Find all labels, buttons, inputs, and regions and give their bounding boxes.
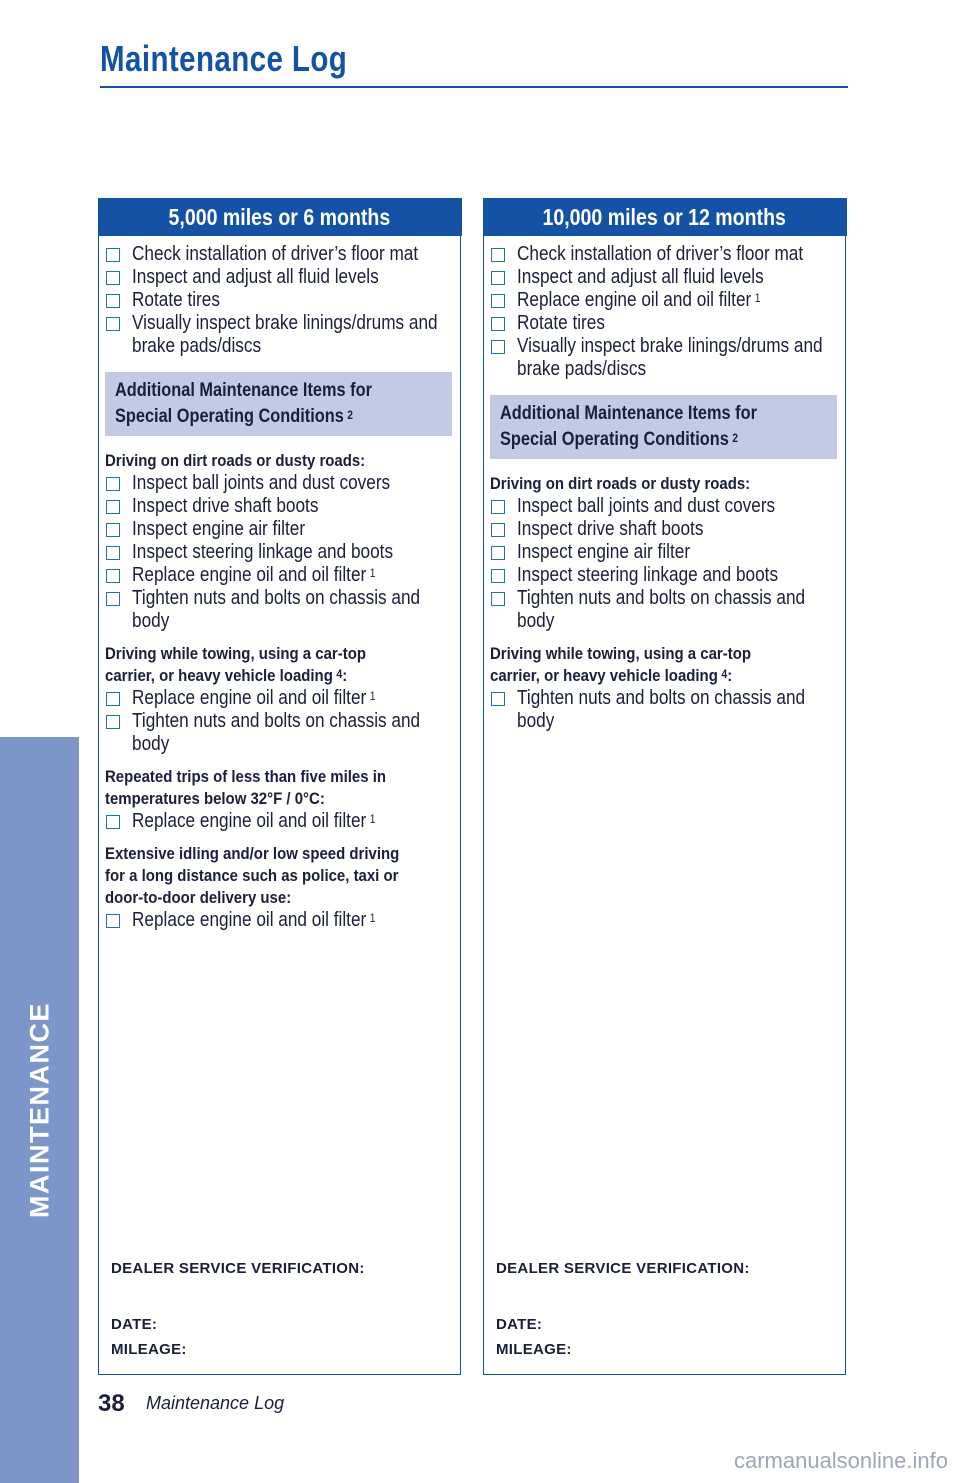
checklist-item-text: [132, 266, 379, 289]
checklist-item-text-continued: brake pads/discs: [517, 358, 647, 380]
footnote-ref: 1: [369, 689, 376, 703]
condition-heading-text: carrier, or heavy vehicle loading: [490, 666, 718, 685]
checklist-item-text-continued: body: [132, 610, 170, 632]
checklist-item: [490, 335, 841, 381]
footnote-ref: 1: [754, 291, 761, 305]
checkbox[interactable]: [106, 317, 120, 331]
checklist-item-text-continued: brake pads/discs: [132, 335, 262, 357]
checklist-item: [490, 564, 841, 587]
checklist-item: [105, 312, 456, 358]
checklist-item-text: [517, 564, 778, 587]
checklist-item: [490, 266, 841, 289]
checkbox[interactable]: [106, 294, 120, 308]
checklist-item-text: [132, 909, 375, 932]
checklist-item-label: Inspect and adjust all fluid levels: [517, 266, 764, 288]
checklist-item-text: [132, 518, 305, 541]
condition-heading-line: [105, 788, 414, 810]
condition-heading-line: [490, 665, 799, 687]
condition-heading-text: Driving while towing, using a car-top: [105, 644, 366, 663]
checkbox[interactable]: [491, 523, 505, 537]
checkbox[interactable]: [106, 692, 120, 706]
checklist-item-label: Inspect steering linkage and boots: [132, 541, 394, 563]
condition-heading: [490, 643, 841, 687]
date-label: DATE:: [496, 1316, 543, 1333]
checkbox[interactable]: [106, 500, 120, 514]
checkbox[interactable]: [106, 477, 120, 491]
checklist-item-text: [132, 710, 420, 733]
checklist-item-label: Tighten nuts and bolts on chassis and: [517, 687, 806, 709]
checkbox[interactable]: [491, 592, 505, 606]
checkbox[interactable]: [106, 914, 120, 928]
checklist-item-label: Replace engine oil and oil filter: [132, 909, 367, 931]
checkbox[interactable]: [491, 317, 505, 331]
condition-heading-line: [105, 865, 414, 887]
checklist-item-text: [517, 312, 605, 335]
special-conditions-box: [490, 395, 837, 459]
checklist-item-label: Tighten nuts and bolts on chassis and: [517, 587, 806, 609]
checklist-item-text: [132, 495, 318, 518]
checklist-item-text-continued: body: [132, 733, 170, 755]
checklist-item: [105, 518, 456, 541]
special-conditions-title: Additional Maintenance Items for: [115, 380, 372, 401]
checklist-item-label: Inspect steering linkage and boots: [517, 564, 779, 586]
checkbox[interactable]: [106, 592, 120, 606]
footnote-ref: 1: [369, 911, 376, 925]
checkbox[interactable]: [106, 271, 120, 285]
footnote-ref: 2: [347, 408, 353, 422]
footnote-ref: 2: [732, 431, 738, 445]
checklist-item-label: Replace engine oil and oil filter: [132, 687, 367, 709]
special-conditions-subtitle-text: Special Operating Conditions: [500, 429, 729, 450]
checklist-item-label: Inspect engine air filter: [132, 518, 306, 540]
checklist-item-text: [132, 564, 375, 587]
checklist-item-text: [517, 541, 690, 564]
checklist-item-text: [132, 587, 420, 610]
footnote-ref: 4: [721, 667, 728, 681]
checklist-item: [490, 687, 841, 733]
checklist-item-text: [132, 687, 375, 710]
condition-heading-text: carrier, or heavy vehicle loading: [105, 666, 333, 685]
footnote-ref: 4: [336, 667, 343, 681]
checklist-item-label: Rotate tires: [132, 289, 220, 311]
checklist-item-text-continued: body: [517, 710, 555, 732]
checklist-item-label: Tighten nuts and bolts on chassis and: [132, 587, 421, 609]
mileage-label: MILEAGE:: [111, 1341, 187, 1358]
checklist-item-label: Replace engine oil and oil filter: [132, 564, 367, 586]
checklist-item-label: Inspect ball joints and dust covers: [517, 495, 776, 517]
checklist-item-label: Tighten nuts and bolts on chassis and: [132, 710, 421, 732]
condition-heading-text: Repeated trips of less than five miles in: [105, 767, 387, 786]
checklist-item-text: [132, 472, 390, 495]
checklist-item-text: [517, 687, 805, 710]
condition-heading-line: [490, 643, 799, 665]
checklist-item: [490, 541, 841, 564]
checklist-item-text: [517, 587, 805, 610]
checkbox[interactable]: [491, 569, 505, 583]
checklist-item: [490, 243, 841, 266]
footer-label: Maintenance Log: [146, 1393, 285, 1413]
checkbox[interactable]: [106, 248, 120, 262]
condition-heading-line: [105, 843, 414, 865]
condition-heading-text: temperatures below 32°F / 0°C:: [105, 789, 325, 808]
checkbox[interactable]: [491, 271, 505, 285]
condition-heading-tail: :: [727, 666, 733, 685]
condition-heading-line: [490, 473, 799, 495]
checkbox[interactable]: [491, 294, 505, 308]
checklist-item: [105, 472, 456, 495]
checklist-item-text: [132, 541, 393, 564]
column-5000-miles: [98, 198, 461, 1375]
checklist-item: [105, 587, 456, 633]
checklist-item-text-continued: body: [517, 610, 555, 632]
checklist-item: [490, 518, 841, 541]
checkbox[interactable]: [106, 523, 120, 537]
checklist-item: [105, 909, 456, 932]
dealer-verification-label: DEALER SERVICE VERIFICATION:: [496, 1260, 750, 1277]
column-header-label: 5,000 miles or 6 months: [168, 203, 391, 230]
checkbox[interactable]: [491, 546, 505, 560]
checkbox[interactable]: [491, 340, 505, 354]
checklist-item: [105, 243, 456, 266]
footnote-ref: 1: [369, 566, 376, 580]
column-header: [98, 198, 462, 236]
special-conditions-subtitle: [500, 427, 781, 453]
checkbox[interactable]: [491, 500, 505, 514]
special-conditions-subtitle: [115, 404, 396, 430]
checkbox[interactable]: [106, 815, 120, 829]
column-10000-miles: [483, 198, 846, 1375]
checklist-item-label: Visually inspect brake linings/drums and: [517, 335, 823, 357]
checklist-item-label: Replace engine oil and oil filter: [132, 810, 367, 832]
checklist-item: [105, 495, 456, 518]
checklist-item: [105, 289, 456, 312]
dealer-verification-label: DEALER SERVICE VERIFICATION:: [111, 1260, 365, 1277]
column-body: [105, 243, 456, 932]
condition-heading-line: [105, 887, 414, 909]
page-number: 38: [98, 1390, 125, 1417]
checklist-item-label: Inspect engine air filter: [517, 541, 691, 563]
condition-heading-line: [105, 766, 414, 788]
checklist-item-label: Check installation of driver’s floor mat: [517, 243, 804, 265]
mileage-label: MILEAGE:: [496, 1341, 572, 1358]
checklist-item: [105, 266, 456, 289]
checklist-item-label: Check installation of driver’s floor mat: [132, 243, 419, 265]
watermark: carmanualsonline.info: [733, 1448, 948, 1473]
condition-heading-text: Driving on dirt roads or dusty roads:: [490, 474, 751, 493]
date-label: DATE:: [111, 1316, 158, 1333]
checkbox[interactable]: [491, 692, 505, 706]
title-divider: [100, 86, 848, 88]
checkbox[interactable]: [491, 248, 505, 262]
condition-heading-tail: :: [342, 666, 348, 685]
condition-heading-text: Extensive idling and/or low speed driving: [105, 844, 400, 863]
condition-heading-text: Driving on dirt roads or dusty roads:: [105, 451, 366, 470]
condition-heading-text: door-to-door delivery use:: [105, 888, 292, 907]
checklist-item: [490, 587, 841, 633]
checklist-item: [490, 495, 841, 518]
checkbox[interactable]: [106, 715, 120, 729]
checklist-item-text: [517, 266, 764, 289]
checklist-item-label: Inspect drive shaft boots: [132, 495, 319, 517]
checkbox[interactable]: [106, 569, 120, 583]
condition-heading: [105, 843, 456, 909]
special-conditions-box: [105, 372, 452, 436]
checklist-item-label: Inspect and adjust all fluid levels: [132, 266, 379, 288]
checklist-item-label: Inspect ball joints and dust covers: [132, 472, 391, 494]
condition-heading: [490, 473, 841, 495]
checklist-item: [105, 710, 456, 756]
condition-heading: [105, 643, 456, 687]
checklist-item-text: [517, 335, 823, 358]
checkbox[interactable]: [106, 546, 120, 560]
checklist-item-text: [517, 289, 760, 312]
condition-heading: [105, 450, 456, 472]
column-body: [490, 243, 841, 733]
checklist-item-text: [517, 518, 703, 541]
checklist-item: [105, 810, 456, 833]
special-conditions-subtitle-text: Special Operating Conditions: [115, 406, 344, 427]
checklist-item: [105, 687, 456, 710]
side-tab-label: MAINTENANCE: [24, 1002, 55, 1218]
checklist-item: [490, 289, 841, 312]
condition-heading-text: for a long distance such as police, taxi or: [105, 866, 399, 885]
checklist-item-text: [132, 289, 220, 312]
checklist-item-label: Visually inspect brake linings/drums and: [132, 312, 438, 334]
column-header: [483, 198, 847, 236]
condition-heading-line: [105, 643, 414, 665]
checklist-item-label: Replace engine oil and oil filter: [517, 289, 752, 311]
checklist-item-text: [132, 312, 438, 335]
special-conditions-title: Additional Maintenance Items for: [500, 403, 757, 424]
checklist-item: [105, 564, 456, 587]
condition-heading-text: Driving while towing, using a car-top: [490, 644, 751, 663]
checklist-item-text: [132, 243, 418, 266]
checklist-item-label: Rotate tires: [517, 312, 605, 334]
column-header-label: 10,000 miles or 12 months: [542, 203, 787, 230]
checklist-item-text: [132, 810, 375, 833]
condition-heading-line: [105, 450, 414, 472]
condition-heading: [105, 766, 456, 810]
footnote-ref: 1: [369, 812, 376, 826]
checklist-item-text: [517, 495, 775, 518]
page-title: Maintenance Log: [100, 38, 348, 79]
checklist-item-label: Inspect drive shaft boots: [517, 518, 704, 540]
checklist-item: [490, 312, 841, 335]
checklist-item-text: [517, 243, 803, 266]
checklist-item: [105, 541, 456, 564]
condition-heading-line: [105, 665, 414, 687]
